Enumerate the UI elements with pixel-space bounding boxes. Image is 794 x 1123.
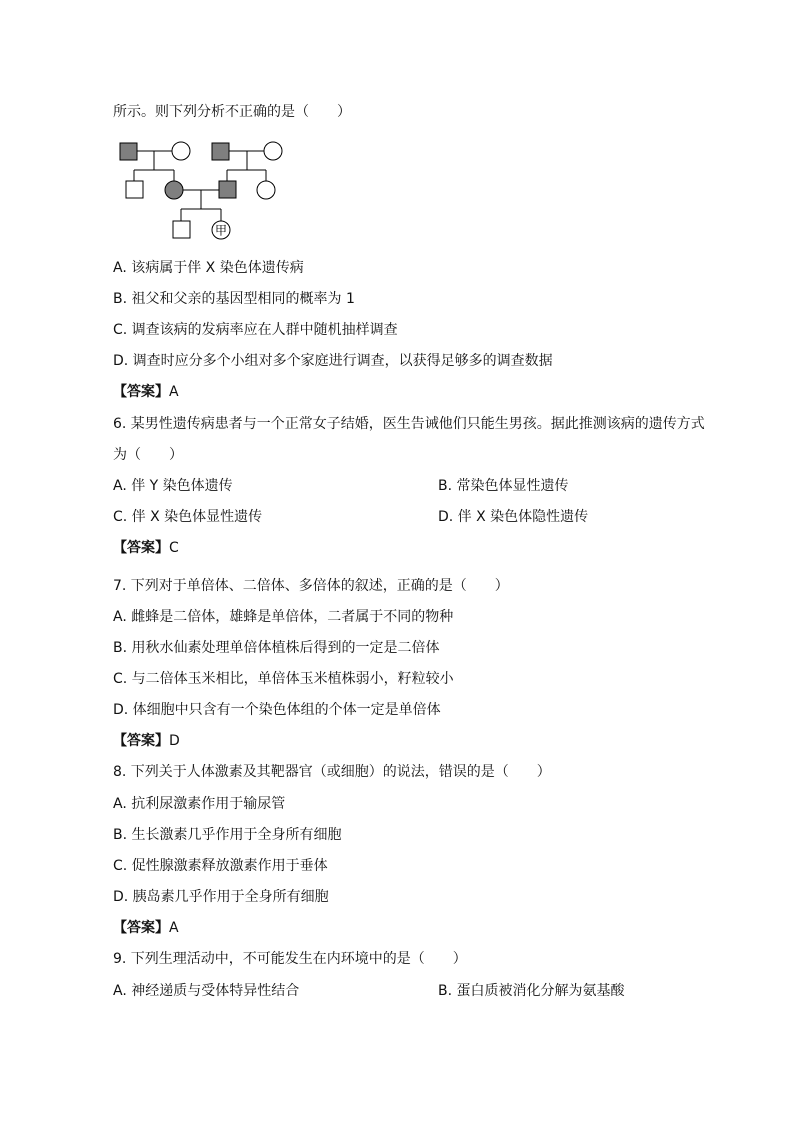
grandmother-female [172,142,190,160]
q6-answer-value: C [169,540,179,556]
q7-option-d: D. 体细胞中只含有一个染色体组的个体一定是单倍体 [113,702,441,718]
q6-stem-line1: 6. 某男性遗传病患者与一个正常女子结婚，医生告诫他们只能生男孩。据此推测该病的遗传方式 [113,416,705,432]
q6-option-c: C. 伴 X 染色体显性遗传 [113,509,263,525]
q9-option-a: A. 神经递质与受体特异性结合 [113,983,300,999]
q8-answer [113,918,179,938]
q5-option-b: B. 祖父和父亲的基因型相同的概率为 1 [113,291,355,307]
q5-option-d: D. 调查时应分多个小组对多个家庭进行调查，以获得足够多的调查数据 [113,353,553,369]
q9-stem: 9. 下列生理活动中，不可能发生在内环境中的是（ ） [113,951,467,967]
q7-option-a: A. 雌蜂是二倍体，雄蜂是单倍体，二者属于不同的物种 [113,609,454,625]
q6-answer [113,538,179,558]
q5-option-a: A. 该病属于伴 X 染色体遗传病 [113,260,304,276]
q6-stem-line2: 为（ ） [113,447,183,463]
proband-label: 甲 [214,223,228,238]
grandfather-affected-male [120,143,137,160]
mother-affected-female [165,181,183,199]
q5-answer [113,382,179,402]
uncle-normal-male [126,181,143,198]
aunt-normal-female [257,181,275,199]
q6-option-b: B. 常染色体显性遗传 [438,478,569,494]
answer-label: 【答案】 [113,733,169,749]
q7-option-c: C. 与二倍体玉米相比，单倍体玉米植株弱小，籽粒较小 [113,671,454,687]
father-affected-male [219,181,236,198]
q8-option-b: B. 生长激素几乎作用于全身所有细胞 [113,827,342,843]
answer-label: 【答案】 [113,920,169,936]
answer-label: 【答案】 [113,540,169,556]
q5-answer-value: A [169,384,179,400]
q8-answer-value: A [169,920,179,936]
q7-answer [113,731,180,751]
maternal-grandfather-affected-male [212,143,229,160]
intro-text: 所示。则下列分析不正确的是（ ） [113,104,351,120]
maternal-grandmother-female [264,142,282,160]
q5-option-c: C. 调查该病的发病率应在人群中随机抽样调查 [113,322,398,338]
answer-label: 【答案】 [113,384,169,400]
q6-option-a: A. 伴 Y 染色体遗传 [113,478,233,494]
q7-stem: 7. 下列对于单倍体、二倍体、多倍体的叙述，正确的是（ ） [113,578,509,594]
q8-stem: 8. 下列关于人体激素及其靶器官（或细胞）的说法，错误的是（ ） [113,764,551,780]
q8-option-d: D. 胰岛素几乎作用于全身所有细胞 [113,889,329,905]
q8-option-a: A. 抗利尿激素作用于输尿管 [113,796,286,812]
q8-option-c: C. 促性腺激素释放激素作用于垂体 [113,858,328,874]
q7-option-b: B. 用秋水仙素处理单倍体植株后得到的一定是二倍体 [113,640,440,656]
pedigree-diagram [112,136,292,248]
q6-option-d: D. 伴 X 染色体隐性遗传 [438,509,589,525]
q7-answer-value: D [169,733,180,749]
brother-normal-male [173,221,190,238]
q9-option-b: B. 蛋白质被消化分解为氨基酸 [438,983,625,999]
